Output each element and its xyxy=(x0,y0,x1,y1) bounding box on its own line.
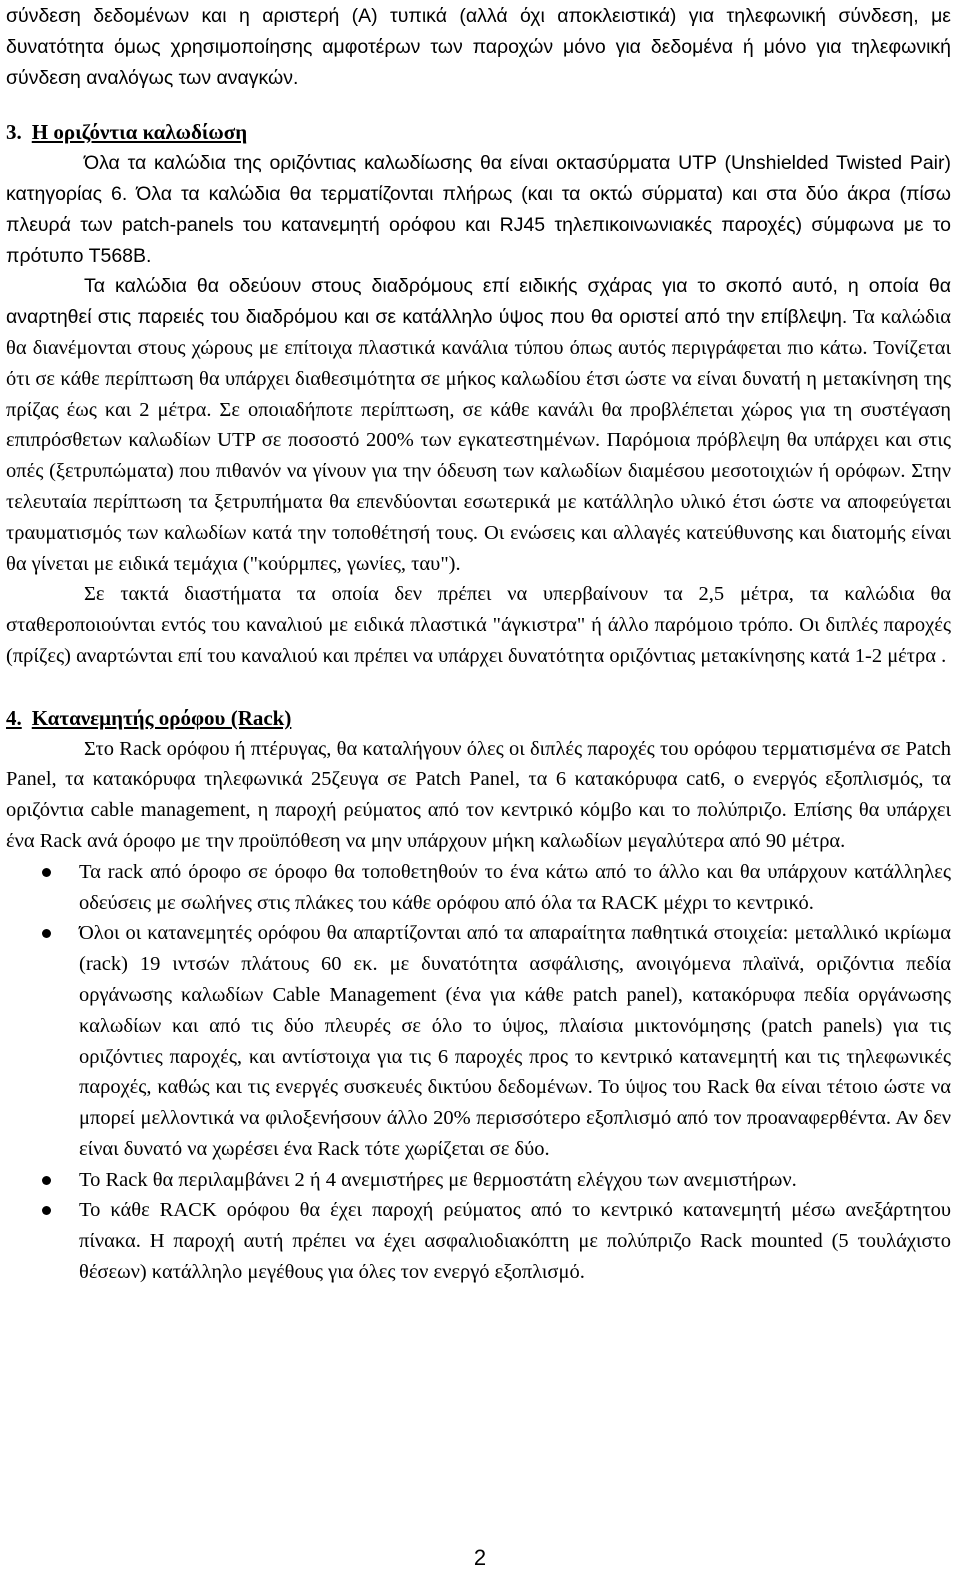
section-3-paragraph-2 xyxy=(6,271,951,579)
section-3-paragraph-2-sans: Τα καλώδια θα οδεύουν στους διαδρόμους επί ειδικής σχάρας για το σκοπό αυτό, η οποία θα αναρτηθεί στις παρειές του διαδρόμου και σε κατάλληλο ύψος που θα οριστεί από την επίβλεψη. xyxy=(6,275,951,329)
list-item-text: Όλοι οι κατανεμητές ορόφου θα απαρτίζονται από τα απαραίτητα παθητικά στοιχεία: μεταλλικό ικρίωμα (rack) 19 ιντσών πλάτους 60 εκ. με δυνατότητα ασφάλισης, ανοιγόμενα πλαϊνά, οριζόντια πεδία οργάνωσης καλωδίων Cable Management (ένα για κάθε patch panel), κατακόρυφα πεδία οργάνωσης καλωδίων και από τις δύο πλευρές σε όλο το ύψος, πλαίσια μικτονόμησης (patch panels) για τις οριζόντιες παροχές, και αντίστοιχα για τις 6 παροχές προς το κεντρικό κατανεμητή και τις τηλεφωνικές παροχές, καθώς και τις ενεργές συσκευές δικτύου δεδομένων. Το ύψος του Rack θα είναι τέτοιο ώστε να μπορεί μελλοντικά να φιλοξενήσουν άλλο 20% περισσότερο εξοπλισμό από τον προαναφερθέντα. Αν δεν είναι δυνατό να χωρέσει ένα Rack τότε χωρίζεται σε δύο. xyxy=(79,922,951,1160)
intro-paragraph: σύνδεση δεδομένων και η αριστερή (Α) τυπικά (αλλά όχι αποκλειστικά) για τηλεφωνική σύνδεση, με δυνατότητα όμως χρησιμοποίησης αμφοτέρων των παροχών μόνο για δεδομένα ή μόνο για τηλεφωνική σύνδεση αναλόγως των αναγκών. xyxy=(6,5,951,89)
bullet-icon xyxy=(42,929,51,938)
section-4-heading xyxy=(6,703,951,734)
bullet-icon xyxy=(42,1206,51,1215)
section-3-paragraph-3: Σε τακτά διαστήματα τα οποία δεν πρέπει να υπερβαίνουν τα 2,5 μέτρα, τα καλώδια θα σταθεροποιούνται εντός του καναλιού με ειδικά πλαστικά "άγκιστρα" ή άλλο παρόμοιο τρόπο. Οι διπλές παροχές (πρίζες) αναρτώνται επί του καναλιού και πρέπει να υπάρχει δυνατότητα οριζόντιας μετακίνησης κατά 1-2 μέτρα . xyxy=(6,583,951,667)
section-3-number: 3. xyxy=(6,120,22,145)
list-item-text: Τα rack από όροφο σε όροφο θα τοποθετηθούν το ένα κάτω από το άλλο και θα υπάρχουν κατάλληλες οδεύσεις με σωλήνες στις πλάκες του κάθε ορόφου από όλα τα RACK μέχρι το κεντρικό. xyxy=(79,860,951,914)
section-3-paragraph-2-serif: Τα καλώδια θα διανέμονται στους χώρους με επίτοιχα πλαστικά κανάλια τύπου όπως αυτός περιγράφεται πιο κάτω. Τονίζεται ότι σε κάθε περίπτωση θα υπάρχει διαθεσιμότητα σε μήκος καλωδίου έτσι ώστε να είναι δυνατή η μετακίνηση της πρίζας έως και 2 μέτρα. Σε οποιαδήποτε περίπτωση, σε κάθε κανάλι θα προβλέπεται χώρος για τη συστέγαση επιπρόσθετων καλωδίων UTP σε ποσοστό 200% των εγκατεστημένων. Παρόμοια πρόβλεψη θα υπάρχει και στις οπές (ξετρυπώματα) που πιθανόν να γίνουν για την όδευση των καλωδίων διαμέσου μεσοτοιχιών ή ορόφων. Στην τελευταία περίπτωση τα ξετρυπήματα θα επενδύονται εσωτερικά με κατάλληλο υλικό έτσι ώστε να αποφεύγεται τραυματισμός των καλωδίων κατά την τοποθέτησή τους. Οι ενώσεις και αλλαγές κατεύθυνσης και διατομής είναι θα γίνεται με ειδικά τεμάχια ("κούρμπες, γωνίες, ταυ"). xyxy=(6,306,951,575)
list-item xyxy=(6,857,951,919)
section-3-title: Η οριζόντια καλωδίωση xyxy=(31,120,248,145)
section-3-heading xyxy=(6,117,951,148)
section-4-bullet-list xyxy=(6,857,951,1288)
section-3-paragraph-1: Όλα τα καλώδια της οριζόντιας καλωδίωσης θα είναι οκτασύρματα UTP (Unshielded Twisted Pair) κατηγορίας 6. Όλα τα καλώδια θα τερματίζονται πλήρως (και τα οκτώ σύρματα) και στα δύο άκρα (πίσω πλευρά των patch-panels του κατανεμητή ορόφου και RJ45 τηλεπικοινωνιακές παροχές) σύμφωνα με το πρότυπο Τ568Β. xyxy=(6,152,951,267)
list-item xyxy=(6,1165,951,1196)
section-4-paragraph-1: Στο Rack ορόφου ή πτέρυγας, θα καταλήγουν όλες οι διπλές παροχές του ορόφου τερματισμένα σε Patch Panel, τα κατακόρυφα τηλεφωνικά 25ζευγα σε Patch Panel, τα 6 κατακόρυφα cat6, ο ενεργός εξοπλισμός, τα οριζόντια cable management, η παροχή ρεύματος από τον κεντρικό κόμβο και το πολύπριζο. Επίσης θα υπάρχει ένα Rack ανά όροφο με την προϋπόθεση να μην υπάρχουν μήκη καλωδίων μεγαλύτερα από 90 μέτρα. xyxy=(6,737,951,852)
section-4-number: 4. xyxy=(6,705,22,730)
bullet-icon xyxy=(42,1176,51,1185)
page-number: 2 xyxy=(473,1545,487,1570)
document-page xyxy=(6,0,951,1288)
list-item-text: Το Rack θα περιλαμβάνει 2 ή 4 ανεμιστήρες με θερμοστάτη ελέγχου των ανεμιστήρων. xyxy=(79,1168,797,1191)
list-item xyxy=(6,918,951,1164)
bullet-icon xyxy=(42,868,51,877)
list-item xyxy=(6,1195,951,1287)
list-item-text: Το κάθε RACK ορόφου θα έχει παροχή ρεύματος από το κεντρικό κατανεμητή μέσω ανεξάρτητου πίνακα. Η παροχή αυτή πρέπει να έχει ασφαλιοδιακόπτη με πολύπριζο Rack mounted (5 τουλάχιστο θέσεων) κατάλληλο μεγέθους για όλες τον ενεργό εξοπλισμό. xyxy=(79,1199,951,1284)
section-gap xyxy=(6,672,951,703)
section-4-title: Κατανεμητής ορόφου (Rack) xyxy=(31,705,292,730)
